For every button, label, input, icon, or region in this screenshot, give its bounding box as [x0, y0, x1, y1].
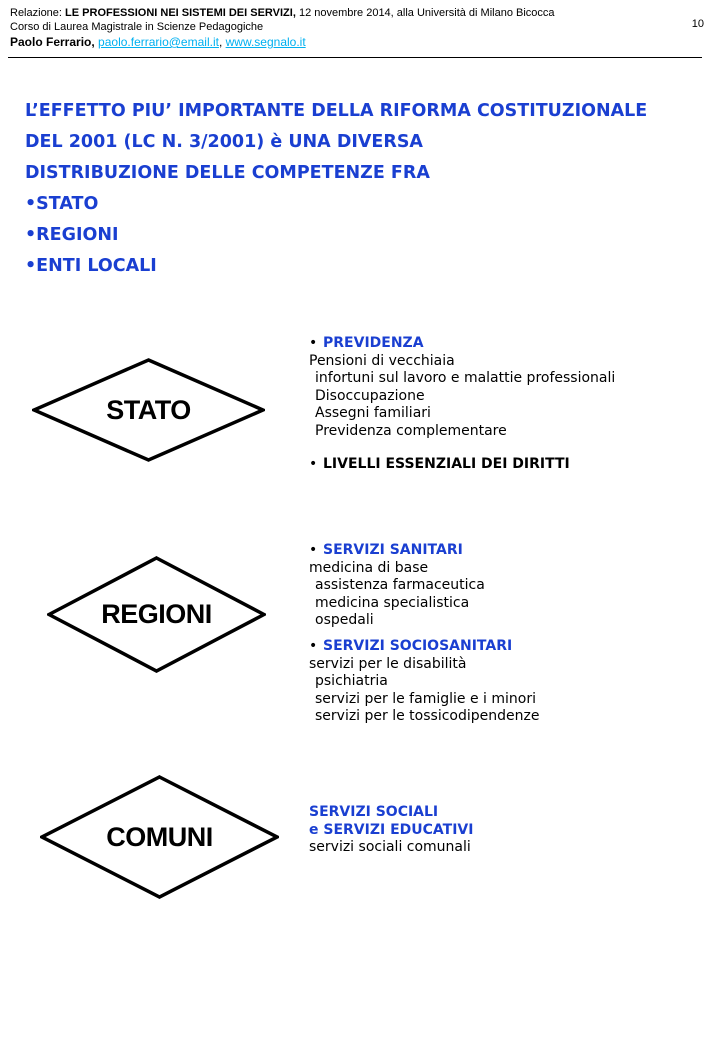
servizi-educativi-heading: e SERVIZI EDUCATIVI — [309, 821, 474, 838]
bullet: • — [309, 456, 318, 472]
relazione-prefix: Relazione: — [10, 7, 66, 19]
link-separator: , — [218, 35, 226, 49]
sanitari-item: ospedali — [315, 612, 374, 628]
socio-item: servizi per le famiglie e i minori — [315, 690, 536, 707]
sanitari-heading: SERVIZI SANITARI — [323, 542, 463, 558]
previdenza-heading: PREVIDENZA — [323, 335, 424, 351]
intro-text — [25, 96, 715, 282]
comuni-servizi-block — [309, 804, 473, 857]
intro-list-item-enti-locali: •ENTI LOCALI — [25, 256, 157, 276]
socio-item: servizi per le disabilità — [309, 655, 467, 672]
page-number: 10 — [691, 18, 704, 30]
header-divider — [8, 57, 702, 58]
sanitari-item: assistenza farmaceutica — [315, 577, 485, 593]
header-course-line: Corso di Laurea Magistrale in Scienze Pedagogiche — [10, 21, 264, 33]
comuni-item: servizi sociali comunali — [309, 839, 471, 855]
bullet: • — [309, 542, 318, 558]
previdenza-item: Previdenza complementare — [315, 422, 507, 439]
relazione-suffix: 12 novembre 2014, alla Università di Milano Bicocca — [295, 7, 555, 19]
stato-label: STATO — [106, 394, 191, 425]
intro-line: DISTRIBUZIONE DELLE COMPETENZE FRA — [25, 163, 430, 183]
bullet: • — [309, 335, 318, 351]
sanitari-item: medicina specialistica — [315, 594, 470, 611]
regioni-label: REGIONI — [101, 599, 212, 629]
bullet: • — [309, 638, 318, 654]
website-link[interactable]: www.segnalo.it — [225, 35, 306, 49]
stato-livelli-block — [309, 456, 570, 474]
previdenza-item: Pensioni di vecchiaia — [309, 352, 455, 369]
stato-previdenza-block — [309, 335, 615, 440]
stato-diamond — [32, 358, 265, 462]
previdenza-item: Assegni familiari — [315, 405, 431, 421]
previdenza-item: Disoccupazione — [315, 387, 425, 404]
livelli-heading: LIVELLI ESSENZIALI DEI DIRITTI — [323, 456, 570, 472]
socio-item: psichiatria — [315, 673, 388, 689]
email-link[interactable]: paolo.ferrario@email.it — [98, 35, 219, 49]
header-author-line — [10, 36, 306, 49]
intro-list-item-regioni: •REGIONI — [25, 225, 119, 245]
sociosanitari-heading: SERVIZI SOCIOSANITARI — [323, 638, 513, 654]
relazione-title: LE PROFESSIONI NEI SISTEMI DEI SERVIZI, — [65, 7, 296, 19]
author-name: Paolo Ferrario, — [10, 35, 95, 49]
intro-line: DEL 2001 (LC N. 3/2001) è UNA DIVERSA — [25, 132, 423, 152]
intro-line: L’EFFETTO PIU’ IMPORTANTE DELLA RIFORMA COSTITUZIONALE — [25, 101, 648, 121]
comuni-diamond — [40, 775, 279, 899]
regioni-socio-block — [309, 638, 539, 726]
regioni-diamond — [47, 556, 266, 673]
sanitari-item: medicina di base — [309, 559, 429, 576]
intro-list-item-stato: •STATO — [25, 194, 99, 214]
header-relazione-line — [10, 7, 555, 20]
socio-item: servizi per le tossicodipendenze — [315, 708, 540, 724]
servizi-sociali-heading: SERVIZI SOCIALI — [309, 804, 439, 820]
regioni-sanitari-block — [309, 542, 485, 630]
previdenza-item: infortuni sul lavoro e malattie professionali — [315, 370, 616, 386]
comuni-label: COMUNI — [106, 821, 213, 852]
